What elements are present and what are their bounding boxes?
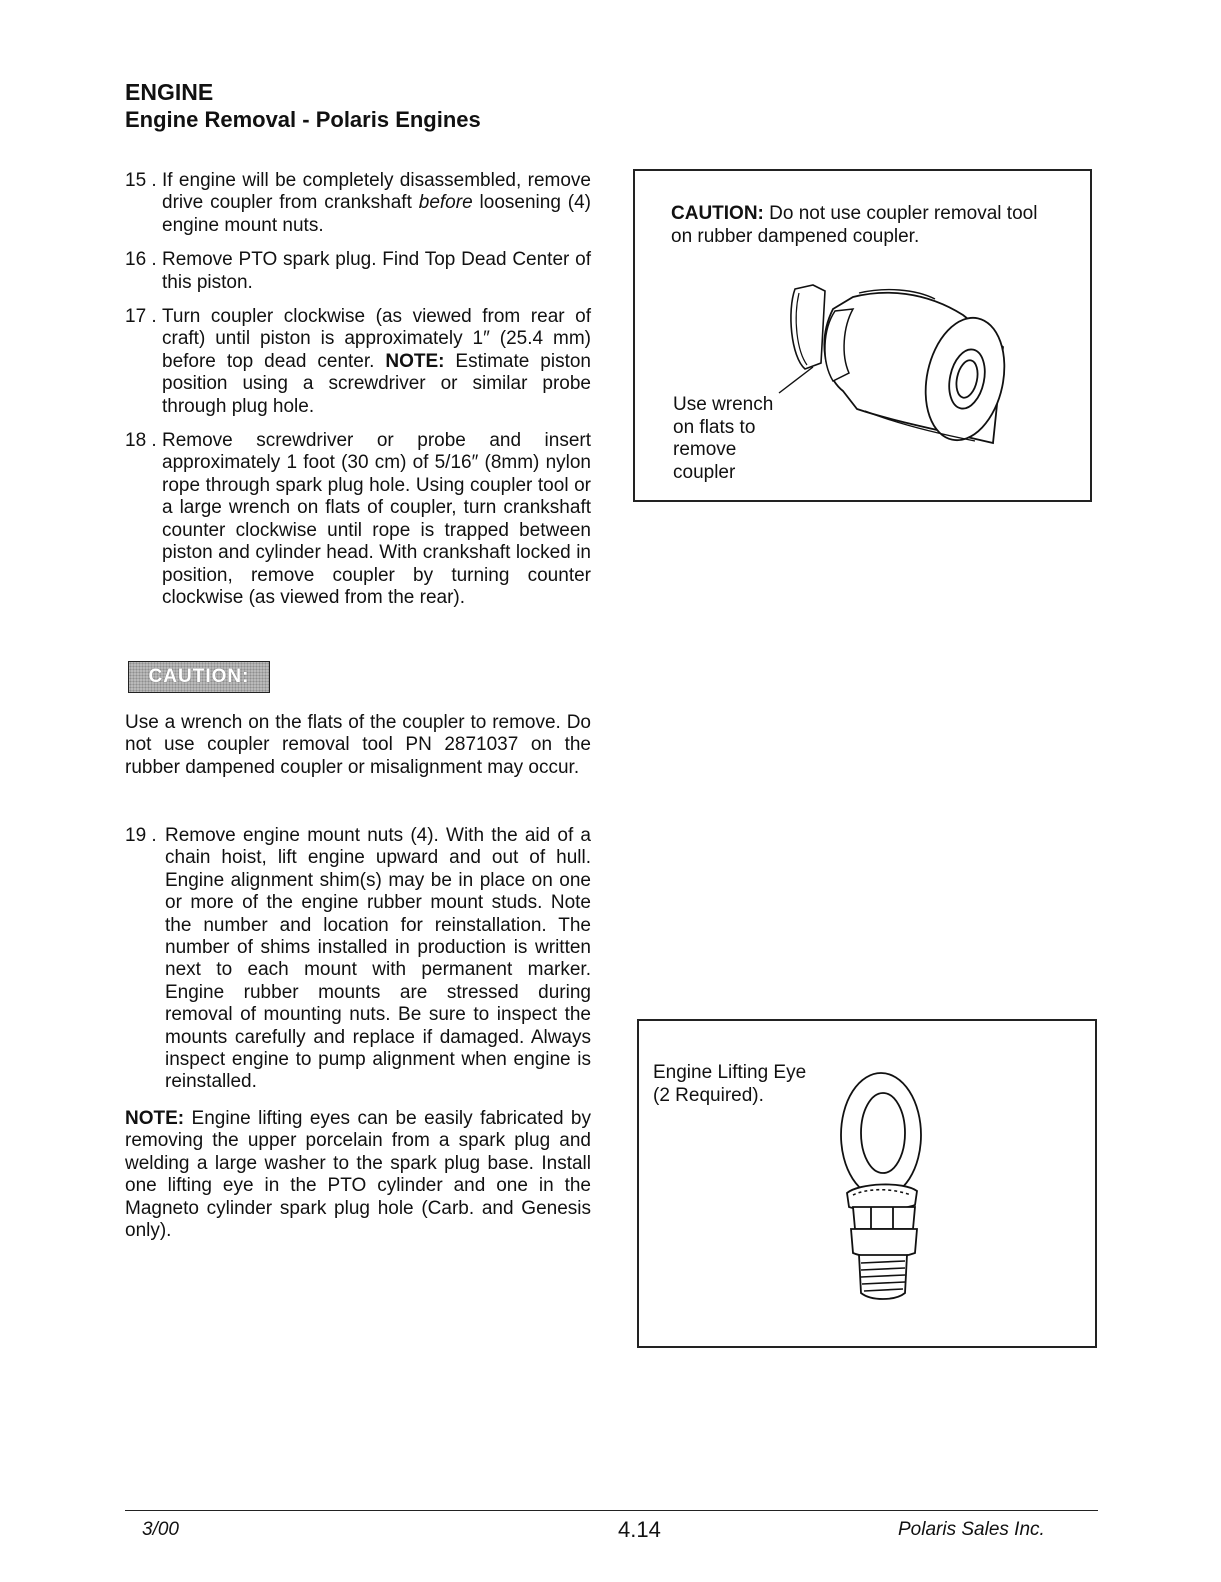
figure-caution xyxy=(671,202,1051,248)
note-text xyxy=(125,1108,591,1242)
coupler-illustration xyxy=(775,281,1015,451)
note-block xyxy=(125,1108,591,1242)
caution-badge: CAUTION: xyxy=(128,661,270,693)
note-body: Engine lifting eyes can be easily fabricated by removing the upper porcelain from a spark plug and welding a large washer to the spark plug base. Install one lifting eye in the PTO cylinder and one in the Magneto cylinder spark plug hole (Carb. and Genesis only). xyxy=(125,1108,591,1242)
page-header xyxy=(125,78,481,134)
note-label: NOTE: xyxy=(125,1108,185,1129)
step-16 xyxy=(125,249,591,294)
step-text-part: loosening (4) engine mount nuts. xyxy=(162,192,592,236)
figure-caution-label: CAUTION: xyxy=(671,203,764,224)
coupler-figure xyxy=(633,169,1092,502)
figure-label-line: remove xyxy=(673,439,737,461)
figure-caution-text: Do not use coupler removal tool on rubber dampened coupler. xyxy=(671,203,1038,247)
step-text xyxy=(162,170,591,237)
step-emphasis: before xyxy=(418,192,473,214)
caution-text: Use a wrench on the flats of the coupler to remove. Do not use coupler removal tool PN 2871037 on the rubber dampened coupler or misalignment may occur. xyxy=(125,712,591,778)
page-number: 4.14 xyxy=(618,1517,661,1542)
figure-label-line: Engine Lifting Eye xyxy=(653,1062,807,1083)
step-text-part: Turn coupler clockwise (as viewed from rear of craft) until piston is approximately 1″ (25.4 mm) before top dead center. xyxy=(162,306,591,372)
step-text: Remove screwdriver or probe and insert approximately 1 foot (30 cm) of 5/16″ (8mm) nylon rope through spark plug hole. Using coupler tool or a large wrench on flats of coupler, turn crankshaft counter clockwise until rope is trapped between piston and cylinder head. With crankshaft locked in position, remove coupler by turning counter clockwise (as viewed from the rear). xyxy=(162,430,591,608)
step-18 xyxy=(125,430,591,609)
figure-label-line: on flats to xyxy=(673,416,756,438)
step-text-part: Estimate piston position using a screwdriver or similar probe through plug hole. xyxy=(162,350,591,417)
lifting-eye-figure xyxy=(637,1019,1097,1348)
figure-label xyxy=(653,1062,806,1107)
lifting-eye-illustration xyxy=(819,1071,939,1311)
figure-label-line: Use wrench xyxy=(673,394,774,415)
figure-label-line: coupler xyxy=(673,461,736,483)
step-number: 16 . xyxy=(125,249,157,271)
step-text xyxy=(162,306,591,418)
step-15 xyxy=(125,170,591,237)
step-19-block xyxy=(125,825,591,1094)
section-title: ENGINE xyxy=(125,79,214,105)
step-number: 19 . xyxy=(125,825,157,846)
step-text: Remove PTO spark plug. Find Top Dead Center of this piston. xyxy=(162,249,591,293)
step-text-part: If engine will be completely disassembled, remove drive coupler from crankshaft xyxy=(162,170,591,214)
page-subtitle: Engine Removal - Polaris Engines xyxy=(125,107,481,132)
step-17 xyxy=(125,306,591,418)
footer-company: Polaris Sales Inc. xyxy=(898,1519,1045,1540)
step-number: 17 . xyxy=(125,306,157,328)
figure-label-line: (2 Required). xyxy=(653,1084,764,1106)
steps-list xyxy=(125,170,591,609)
step-note-label: NOTE: xyxy=(385,350,445,372)
caution-block xyxy=(125,712,591,779)
step-number: 15 . xyxy=(125,170,157,191)
step-19 xyxy=(125,825,591,1094)
footer-date: 3/00 xyxy=(142,1519,179,1540)
step-text: Remove engine mount nuts (4). With the aid of a chain hoist, lift engine upward and out of hull. Engine alignment shim(s) may be in place on one or more of the engine rubber mount studs. Note the number and location for reinstallation. The number of shims installed in production is written next to each mount with permanent marker. Engine rubber mounts are stressed during removal of mounting nuts. Be sure to inspect the mounts carefully and replace if damaged. Always inspect engine to pump alignment when engine is reinstalled. xyxy=(165,825,591,1093)
footer-divider xyxy=(125,1510,1098,1511)
step-number: 18 . xyxy=(125,430,157,452)
figure-label xyxy=(673,394,773,484)
